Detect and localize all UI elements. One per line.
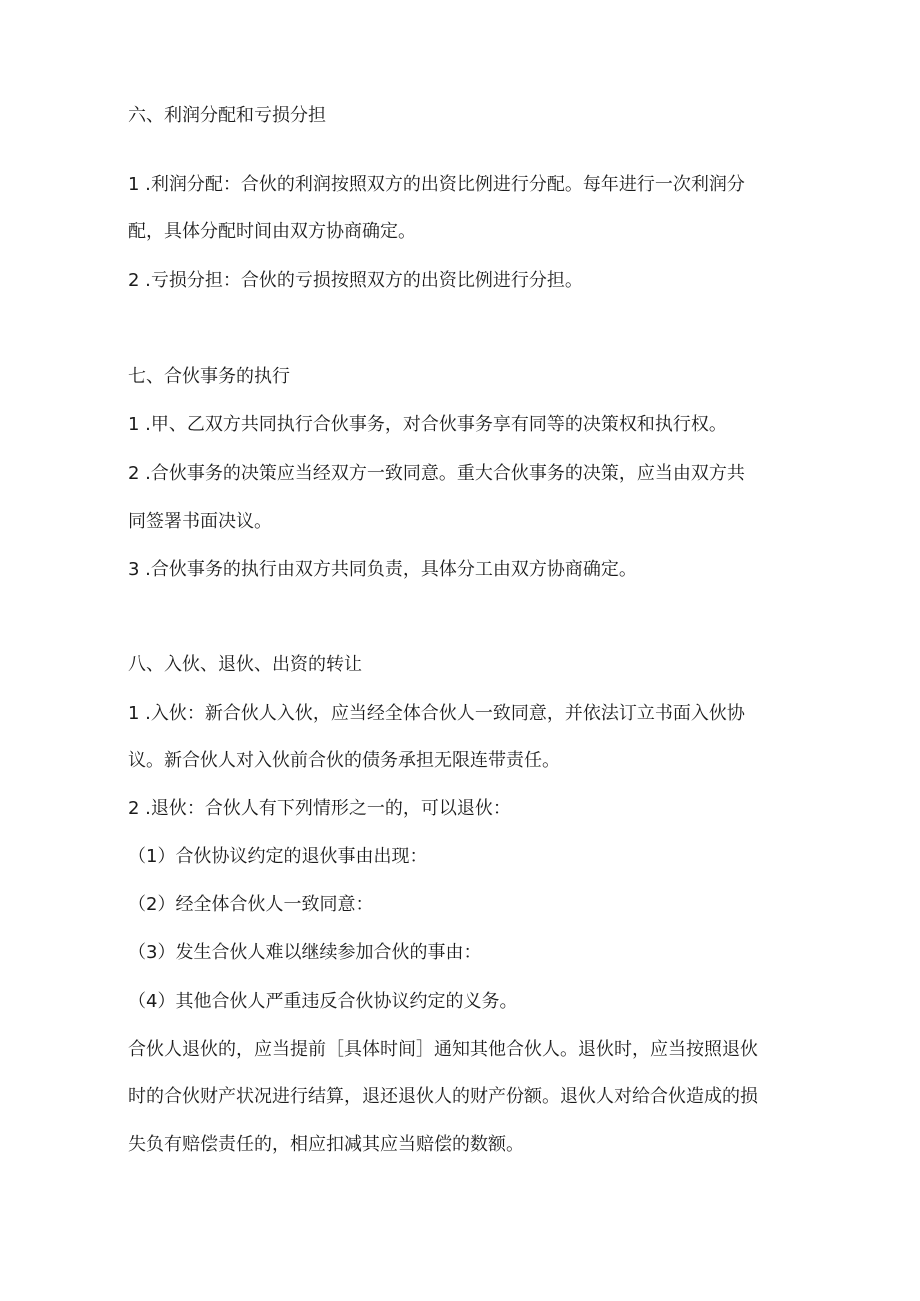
section-7-item-2-line-2: 同签署书面决议。 <box>128 511 272 532</box>
section-8-item-1-line-2: 议。新合伙人对入伙前合伙的债务承担无限连带责任。 <box>128 750 560 771</box>
section-6-heading: 六、利润分配和亏损分担 <box>128 105 326 126</box>
section-7-item-2-line-1: 2 .合伙事务的决策应当经双方一致同意。重大合伙事务的决策，应当由双方共 <box>128 463 745 484</box>
section-8-item-1-line-1: 1 .入伙：新合伙人入伙，应当经全体合伙人一致同意，并依法订立书面入伙协 <box>128 703 745 724</box>
section-8-sub-3: （3）发生合伙人难以继续参加合伙的事由： <box>128 942 482 963</box>
section-8-heading: 八、入伙、退伙、出资的转让 <box>128 654 362 675</box>
section-7-item-3: 3 .合伙事务的执行由双方共同负责，具体分工由双方协商确定。 <box>128 559 637 580</box>
section-6-item-2: 2 .亏损分担：合伙的亏损按照双方的出资比例进行分担。 <box>128 270 583 291</box>
section-7-heading: 七、合伙事务的执行 <box>128 366 290 387</box>
section-8-paragraph-line-3: 失负有赔偿责任的，相应扣减其应当赔偿的数额。 <box>128 1134 524 1155</box>
section-8-paragraph-line-1: 合伙人退伙的，应当提前［具体时间］通知其他合伙人。退伙时，应当按照退伙 <box>128 1039 758 1060</box>
section-8-sub-4: （4）其他合伙人严重违反合伙协议约定的义务。 <box>128 991 518 1012</box>
section-6-item-1-line-2: 配，具体分配时间由双方协商确定。 <box>128 221 416 242</box>
section-8-paragraph-line-2: 时的合伙财产状况进行结算，退还退伙人的财产份额。退伙人对给合伙造成的损 <box>128 1086 758 1107</box>
section-8-sub-1: （1）合伙协议约定的退伙事由出现： <box>128 846 428 867</box>
section-8-item-2: 2 .退伙：合伙人有下列情形之一的，可以退伙： <box>128 798 511 819</box>
section-8-sub-2: （2）经全体合伙人一致同意： <box>128 894 374 915</box>
section-7-item-1: 1 .甲、乙双方共同执行合伙事务，对合伙事务享有同等的决策权和执行权。 <box>128 414 727 435</box>
section-6-item-1-line-1: 1 .利润分配：合伙的利润按照双方的出资比例进行分配。每年进行一次利润分 <box>128 174 745 195</box>
